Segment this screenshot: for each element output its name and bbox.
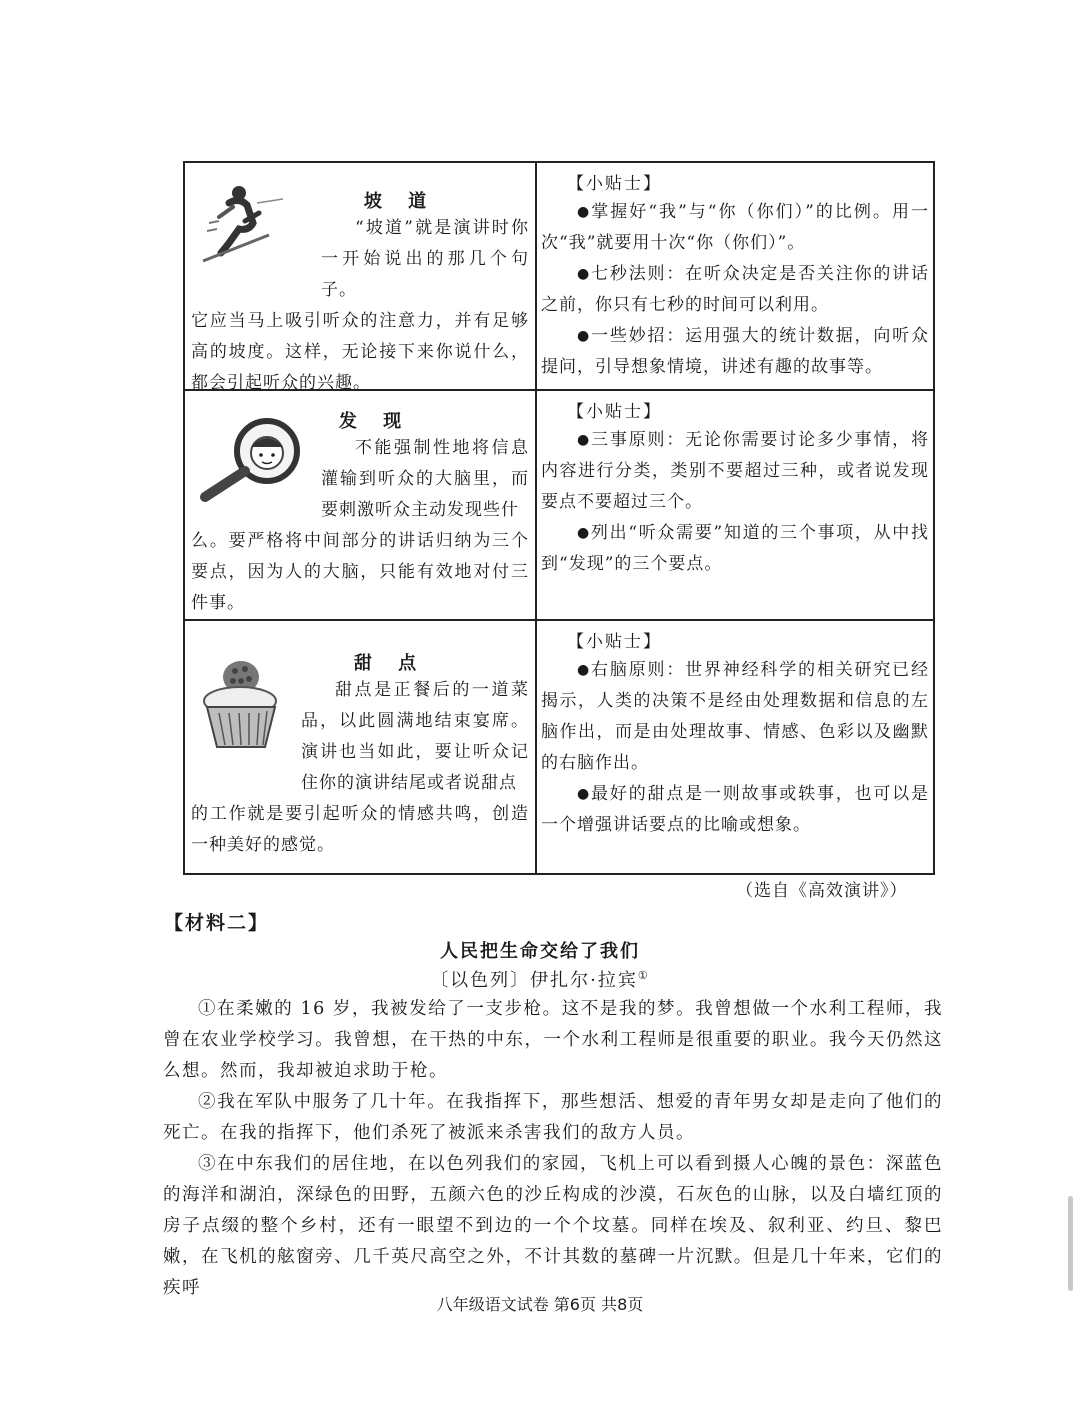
section-label: 【材料二】	[164, 912, 270, 934]
bullet-icon: ●	[577, 525, 591, 541]
concept-heading: 坡 道	[363, 191, 437, 212]
paragraph: ①在柔嫩的 16 岁，我被发给了一支步枪。这不是我的梦。我曾想做一个水利工程师，我曾在农业学校学习。我曾想，在干热的中东，一个水利工程师是很重要的职业。我今天仍然这么想。然而，我却被迫求助于枪。	[163, 999, 943, 1081]
tip-item: ●一些妙招：运用强大的统计数据，向听众提问，引导想象情境，讲述有趣的故事等。	[541, 326, 930, 377]
tips-title: 【小贴士】	[567, 632, 662, 652]
source-citation: （选自《高效演讲》）	[736, 881, 908, 901]
concept-text: 它应当马上吸引听众的注意力，并有足够高的坡度。这样，无论接下来你说什么，都会引起听众的兴趣。	[191, 311, 529, 393]
bullet-icon: ●	[577, 266, 592, 282]
tips-cell	[537, 621, 933, 873]
tip-item: ●右脑原则：世界神经科学的相关研究已经揭示，人类的决策不是经由处理数据和信息的左脑作出，而是由处理故事、情感、色彩以及幽默的右脑作出。	[541, 660, 930, 773]
paragraph: ③在中东我们的居住地，在以色列我们的家园，飞机上可以看到摄人心魄的景色：深蓝色的海洋和湖泊，深绿色的田野，五颜六色的沙丘构成的沙漠，石灰色的山脉，以及白墙红顶的房子点缀的整个乡村，还有一眼望不到边的一个个坟墓。同样在埃及、叙利亚、约旦、黎巴嫩，在飞机的舷窗旁、几千英尺高空之外，不计其数的墓碑一片沉默。但是几十年来，它们的疾呼	[163, 1154, 943, 1298]
bullet-icon: ●	[577, 786, 592, 802]
skier-icon	[199, 183, 285, 269]
bullet-icon: ●	[577, 432, 592, 448]
page-footer: 八年级语文试卷 第6页 共8页	[436, 1295, 644, 1314]
concept-heading: 发 现	[338, 411, 412, 432]
concept-cell	[185, 621, 537, 873]
tips-cell	[537, 163, 933, 389]
concept-text-indented: “坡道”就是演讲时你一开始说出的那几个句子。	[321, 218, 529, 300]
tip-item: ●七秒法则：在听众决定是否关注你的讲话之前，你只有七秒的时间可以利用。	[541, 264, 930, 315]
tip-item: ●最好的甜点是一则故事或轶事，也可以是一个增强讲话要点的比喻或想象。	[541, 784, 930, 835]
concept-text: 么。要严格将中间部分的讲话归纳为三个要点，因为人的大脑，只能有效地对付三件事。	[191, 531, 529, 613]
speech-tips-table	[183, 161, 935, 875]
tips-title: 【小贴士】	[567, 402, 662, 422]
concept-text-indented: 甜点是正餐后的一道菜品，以此圆满地结束宴席。演讲也当如此，要让听众记住你的演讲结尾或者说甜点	[301, 680, 529, 793]
tips-cell	[537, 391, 933, 619]
footnote-marker: ①	[637, 969, 650, 982]
article-author: 〔以色列〕伊扎尔·拉宾①	[430, 969, 650, 991]
cupcake-icon	[201, 653, 279, 753]
tip-item: ●掌握好“我”与“你（你们）”的比例。用一次“我”就要用十次“你（你们）”。	[541, 202, 930, 253]
concept-heading: 甜 点	[353, 653, 427, 674]
article-body	[163, 994, 943, 1304]
table-row	[185, 391, 933, 621]
concept-text-indented: 不能强制性地将信息灌输到听众的大脑里，而要刺激听众主动发现些什	[321, 438, 529, 520]
table-row	[185, 621, 933, 873]
bullet-icon: ●	[577, 204, 592, 220]
concept-cell	[185, 163, 537, 393]
tips-title: 【小贴士】	[567, 174, 662, 194]
tip-item: ●列出“听众需要”知道的三个事项，从中找到“发现”的三个要点。	[541, 523, 929, 574]
bullet-icon: ●	[577, 662, 592, 678]
concept-cell	[185, 391, 537, 619]
article-title: 人民把生命交给了我们	[440, 941, 640, 962]
bullet-icon: ●	[577, 328, 592, 344]
scrollbar[interactable]	[1068, 1196, 1073, 1291]
tip-item: ●三事原则：无论你需要讨论多少事情，将内容进行分类，类别不要超过三种，或者说发现要点不要超过三个。	[541, 430, 930, 512]
magnifier-icon	[191, 413, 303, 505]
concept-text: 的工作就是要引起听众的情感共鸣，创造一种美好的感觉。	[191, 804, 529, 855]
paragraph: ②我在军队中服务了几十年。在我指挥下，那些想活、想爱的青年男女却是走向了他们的死亡。在我的指挥下，他们杀死了被派来杀害我们的敌方人员。	[163, 1092, 943, 1143]
table-row	[185, 163, 933, 391]
